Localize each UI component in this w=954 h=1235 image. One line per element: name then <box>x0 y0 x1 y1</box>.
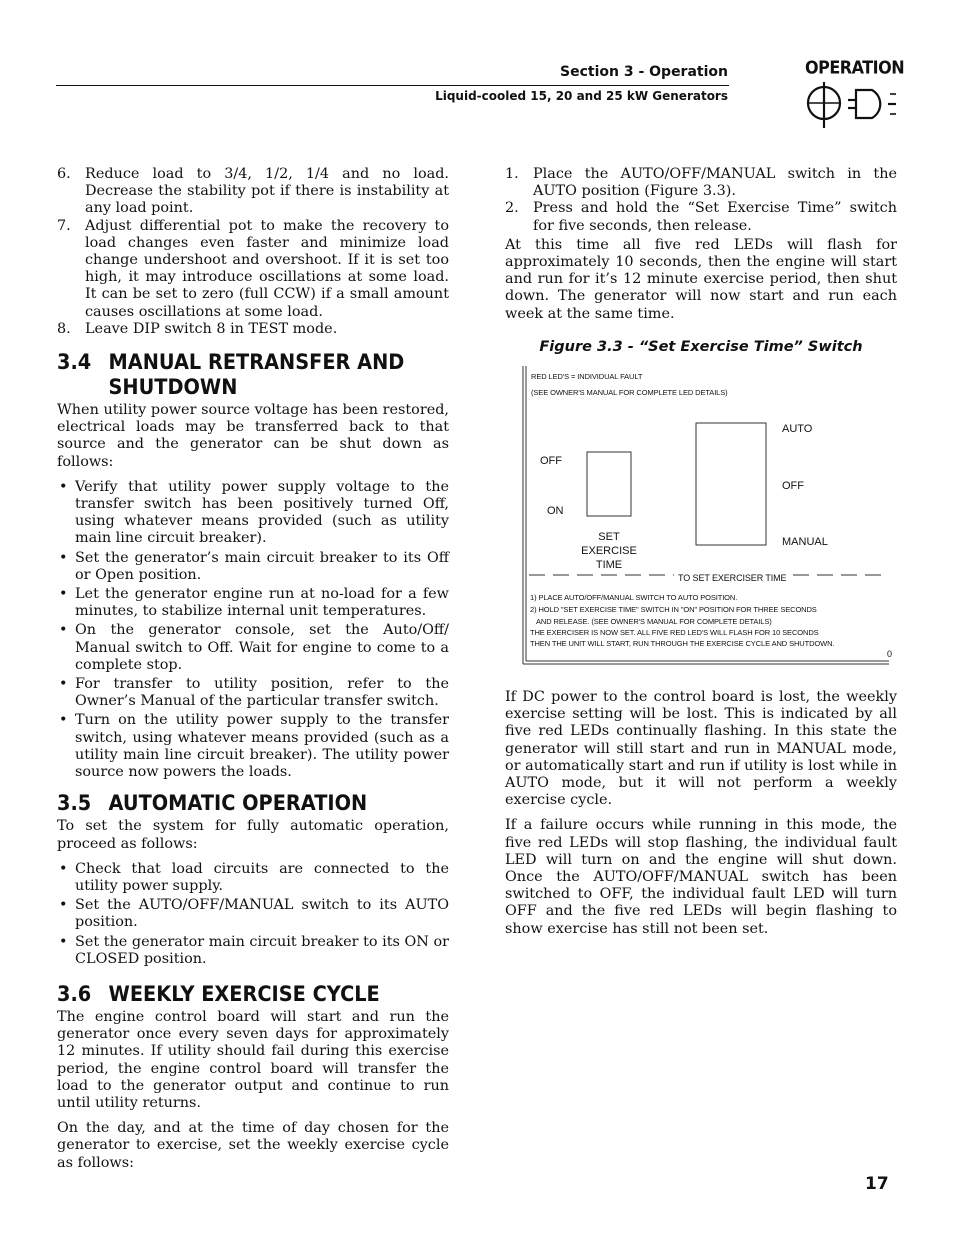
instruction-line-3: AND RELEASE. (SEE OWNER'S MANUAL FOR COMPLETE DETAILS) <box>536 617 772 627</box>
exercise-steps-list <box>505 166 897 235</box>
section-3-4-intro: When utility power source voltage has been restored, electrical loads may be transferred back to that source and the generator can be shut down as follows: <box>57 402 449 470</box>
section-heading-3-6: 3.6 WEEKLY EXERCISE CYCLE <box>57 981 380 1006</box>
instruction-line-4: THE EXERCISER IS NOW SET. ALL FIVE RED LED'S WILL FLASH FOR 10 SECONDS <box>530 628 819 638</box>
figure-exercise-switch-panel <box>519 364 891 669</box>
list-item: 7. Adjust differential pot to make the recovery to load changes even faster and minimize load change undershoot and overshoot. If it is set too high, it may introduce oscillations at some load. It can be set to zero (full CCW) if a small amount causes oscillations at some load. <box>57 217 449 320</box>
page-number: 17 <box>865 1174 889 1194</box>
dc-power-paragraph: If DC power to the control board is lost, the weekly exercise setting will be lost. This is indicated by all five red LEDs continually flashing. In this state the generator will still start and run in MANUAL mode, or automatically start and run if utility is lost while in AUTO mode, but it will not perform a weekly exercise cycle. <box>505 689 897 809</box>
figure-caption: Figure 3.3 - “Set Exercise Time” Switch <box>539 338 863 355</box>
operation-label: OPERATION <box>805 57 905 78</box>
list-item: • Let the generator engine run at no-load for a few minutes, to stabilize internal unit temperatures. <box>57 586 449 620</box>
list-item: • For transfer to utility position, refer to the Owner’s Manual of the particular transfer switch. <box>57 676 449 710</box>
corner-mark: 0 <box>887 649 892 660</box>
list-item: 1. Place the AUTO/OFF/MANUAL switch in the AUTO position (Figure 3.3). <box>505 166 897 200</box>
set-exercise-time-label: SET EXERCISE TIME <box>581 531 637 572</box>
instructions-title: TO SET EXERCISER TIME <box>674 570 790 587</box>
section-3-6-paragraph-2: On the day, and at the time of day chosen for the generator to exercise, set the weekly exercise cycle as follows: <box>57 1120 449 1171</box>
instruction-line-2: 2) HOLD "SET EXERCISE TIME" SWITCH IN "ON" POSITION FOR THREE SECONDS <box>530 605 817 615</box>
operation-switch-icon <box>800 78 898 132</box>
tuning-steps-list <box>57 166 449 338</box>
instruction-line-5: THEN THE UNIT WILL START, RUN THROUGH THE EXERCISE CYCLE AND SHUTDOWN. <box>530 639 835 649</box>
failure-paragraph: If a failure occurs while running in this mode, the five red LEDs will stop flashing, the individual fault LED will turn on and the engine will shut down. Once the AUTO/OFF/MANUAL switch has been switched to OFF, the individual fault LED will turn OFF and the five red LEDs will begin flashing to show exercise has still not been set. <box>505 817 897 937</box>
auto-label: AUTO <box>782 423 813 436</box>
left-column <box>57 166 449 1180</box>
led-legend-line-2: (SEE OWNER'S MANUAL FOR COMPLETE LED DETAILS) <box>531 388 728 398</box>
instruction-line-1: 1) PLACE AUTO/OFF/MANUAL SWITCH TO AUTO POSITION. <box>530 593 738 603</box>
list-item: • Set the generator main circuit breaker to its ON or CLOSED position. <box>57 934 449 968</box>
exercise-switch-on-label: ON <box>547 505 564 518</box>
list-item: 6. Reduce load to 3/4, 1/2, 1/4 and no load. Decrease the stability pot if there is instability at any load point. <box>57 166 449 217</box>
list-item: • Turn on the utility power supply to the transfer switch, using whatever means provided (such as a utility main line circuit breaker). The utility power source now powers the loads. <box>57 712 449 781</box>
list-item: • On the generator console, set the Auto/Off/ Manual switch to Off. Wait for engine to come to a complete stop. <box>57 622 449 674</box>
manual-label: MANUAL <box>782 536 828 549</box>
list-item: • Set the AUTO/OFF/MANUAL switch to its AUTO position. <box>57 897 449 931</box>
section-heading-3-5: 3.5 AUTOMATIC OPERATION <box>57 791 368 816</box>
list-item: • Set the generator’s main circuit breaker to its Off or Open position. <box>57 550 449 584</box>
section-3-5-bullets <box>57 861 449 968</box>
header-section: Section 3 - Operation <box>560 64 728 80</box>
right-column <box>505 166 897 946</box>
header-subtitle: Liquid-cooled 15, 20 and 25 kW Generators <box>435 89 728 103</box>
exercise-switch-off-label: OFF <box>540 455 562 468</box>
list-item: • Check that load circuits are connected to the utility power supply. <box>57 861 449 895</box>
list-item: • Verify that utility power supply voltage to the transfer switch has been positively turned Off, using whatever means provided (such as utility main line circuit breaker). <box>57 479 449 548</box>
exercise-description: At this time all five red LEDs will flash for approximately 10 seconds, then the engine will start and run for it’s 12 minute exercise period, then shut down. The generator will now start and run each week at the same time. <box>505 236 897 322</box>
led-legend-line-1: RED LED'S = INDIVIDUAL FAULT <box>531 372 643 382</box>
mode-off-label: OFF <box>782 480 804 493</box>
section-3-6-paragraph-1: The engine control board will start and run the generator once every seven days for approximately 12 minutes. If utility should fail during this exercise period, the engine control board will transfer the load to the generator output and continue to run until utility returns. <box>57 1008 449 1111</box>
section-heading-3-4: 3.4 MANUAL RETRANSFER AND SHUTDOWN <box>57 350 405 400</box>
header-rule <box>56 85 729 86</box>
section-3-5-intro: To set the system for fully automatic operation, proceed as follows: <box>57 818 449 852</box>
list-item: 8. Leave DIP switch 8 in TEST mode. <box>57 320 338 337</box>
list-item: 2. Press and hold the “Set Exercise Time” switch for five seconds, then release. <box>505 200 897 234</box>
section-3-4-bullets <box>57 479 449 781</box>
